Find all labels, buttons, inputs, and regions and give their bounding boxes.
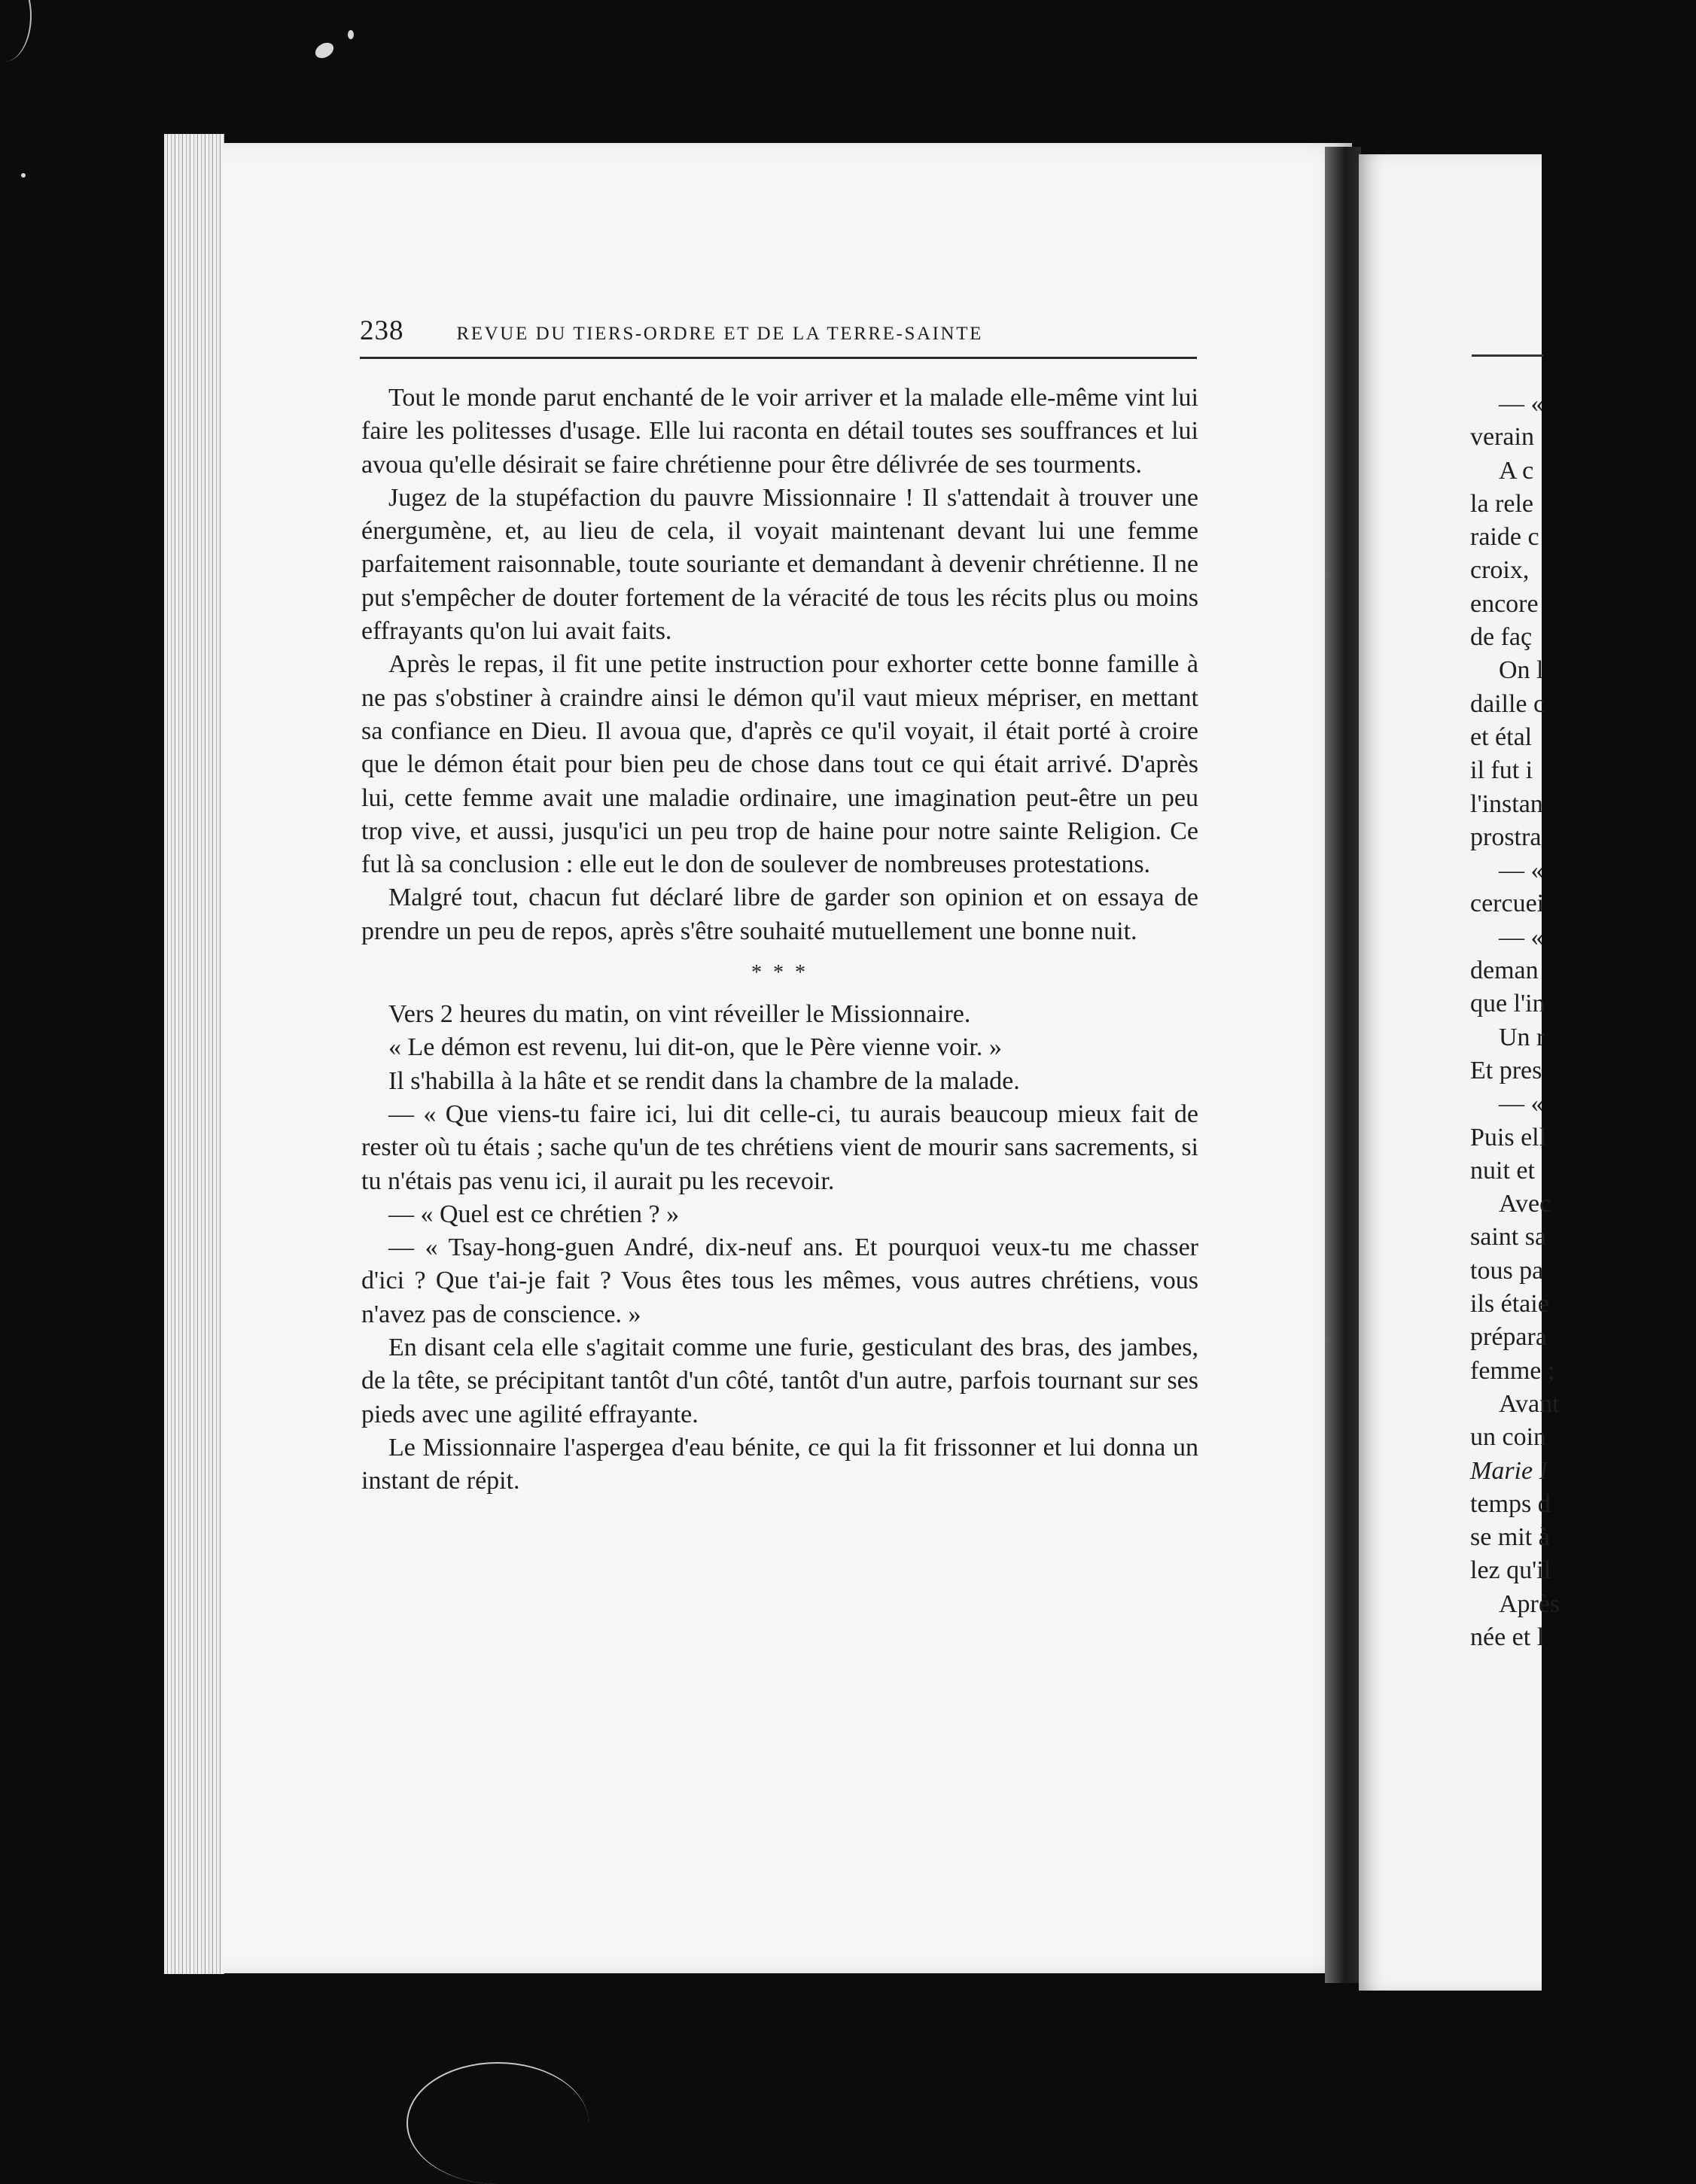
header-rule <box>360 357 1197 359</box>
right-page-line: prostra <box>1470 823 1542 851</box>
right-page-line: Marie I <box>1470 1456 1548 1485</box>
paragraph: « Le démon est revenu, lui dit-on, que le Père vienne voir. » <box>388 1033 1002 1062</box>
right-page-line: — « <box>1499 390 1544 418</box>
right-page-line: saint sa <box>1470 1223 1547 1252</box>
right-page-line: nuit et <box>1470 1156 1535 1185</box>
running-header <box>360 315 1197 347</box>
paragraph: — « Quel est ce chrétien ? » <box>388 1200 680 1228</box>
right-page-line: — « <box>1499 923 1544 951</box>
film-speck <box>21 173 26 178</box>
right-page-line: lez qu'il <box>1470 1556 1551 1585</box>
right-page-line: encore <box>1470 589 1539 618</box>
right-page-line: On l <box>1499 656 1544 685</box>
running-title: REVUE DU TIERS-ORDRE ET DE LA TERRE-SAINTE <box>456 324 983 344</box>
paragraph: Jugez de la stupéfaction du pauvre Missionnaire ! Il s'attendait à trouver une énergumène, et, au lieu de cela, il voyait maintenant devant lui une femme parfaitement raisonnable, toute souriante et demandant à devenir chrétienne. Il ne put s'empêcher de douter fortement de la véracité de tous les récits plus ou moins effrayants qu'on lui avait faits. <box>361 483 1198 646</box>
film-speck <box>348 30 354 39</box>
right-page-line: temps d <box>1470 1489 1551 1518</box>
paragraph: Tout le monde parut enchanté de le voir arriver et la malade elle-même vint lui faire les politesses d'usage. Elle lui raconta en détail toutes ses souffrances et lui avoua qu'elle désirait se faire chrétienne pour être délivrée de ses tourments. <box>361 384 1198 479</box>
film-scratch <box>0 0 32 62</box>
right-page-line: Avec <box>1499 1190 1551 1218</box>
right-page-line: — « <box>1499 856 1544 885</box>
right-page <box>1359 154 1561 1991</box>
right-page-line: Puis ell <box>1470 1123 1547 1151</box>
right-page-line: deman <box>1470 957 1539 985</box>
section-break: * * * <box>751 961 808 985</box>
paragraph: Après le repas, il fit une petite instruction pour exhorter cette bonne famille à ne pas s'obstiner à craindre ainsi le démon qu'il vaut mieux mépriser, en mettant sa confiance en Dieu. Il avoua que, d'après ce qu'il voyait, il était porté à croire que le démon était pour bien peu de chose dans tout ce qui était arrivé. D'après lui, cette femme avait une maladie ordinaire, une imagination peut-être un peu trop vive, et aussi, jusqu'ici un peu trop de haine pour notre sainte Religion. Ce fut là sa conclusion : elle eut le don de soulever de nombreuses protestations. <box>361 650 1198 879</box>
right-page-line: Et pres <box>1470 1056 1542 1084</box>
right-page-text <box>1470 388 1696 1654</box>
right-page-line: Un r <box>1499 1023 1545 1051</box>
right-page-line: que l'in <box>1470 990 1545 1018</box>
right-page-line: Après <box>1499 1589 1561 1618</box>
right-page-line: née et l <box>1470 1623 1545 1651</box>
paragraph: En disant cela elle s'agitait comme une furie, gesticulant des bras, des jambes, de la tête, se précipitant tantôt d'un côté, tantôt d'un autre, parfois tournant sur ses pieds avec une agilité effrayante. <box>361 1334 1198 1428</box>
paragraph: — « Tsay-hong-guen André, dix-neuf ans. Et pourquoi veux-tu me chasser d'ici ? Que t'ai-je fait ? Vous êtes tous les mêmes, vous autres chrétiens, vous n'avez pas de conscience. » <box>361 1233 1198 1328</box>
right-page-line: l'instan <box>1470 789 1543 818</box>
right-page-line: raide c <box>1470 523 1539 552</box>
page-edges <box>164 134 224 1974</box>
right-page-line: cercuei <box>1470 890 1545 918</box>
right-page-line: A c <box>1499 456 1534 485</box>
paragraph: Malgré tout, chacun fut déclaré libre de garder son opinion et on essaya de prendre un peu de repos, après s'être souhaité mutuellement une bonne nuit. <box>361 884 1198 945</box>
body-text <box>361 382 1198 1498</box>
right-page-line: verain <box>1470 423 1534 452</box>
right-page-line: croix, <box>1470 556 1530 585</box>
right-page-line: il fut i <box>1470 756 1533 785</box>
right-page-line: prépara <box>1470 1323 1547 1352</box>
right-page-line: un coin <box>1470 1423 1547 1452</box>
paragraph: Vers 2 heures du matin, on vint réveiller le Missionnaire. <box>388 1000 971 1029</box>
right-page-line: ils étaie <box>1470 1290 1549 1319</box>
right-page-line: et étal <box>1470 722 1533 751</box>
right-page-line: se mit à <box>1470 1523 1550 1552</box>
right-page-line: Avant <box>1499 1389 1560 1418</box>
right-page-line: tous pa <box>1470 1256 1544 1285</box>
right-page-line: femme ; <box>1470 1356 1555 1385</box>
right-header-rule <box>1472 354 1543 357</box>
right-page-line: de faç <box>1470 623 1533 652</box>
right-page-line: daille c <box>1470 689 1545 718</box>
paragraph: Le Missionnaire l'aspergea d'eau bénite, ce qui la fit frissonner et lui donna un instant de répit. <box>361 1433 1198 1495</box>
right-page-line: — « <box>1499 1090 1544 1118</box>
film-scratch <box>406 2062 589 2184</box>
film-speck <box>312 40 336 62</box>
paragraph: — « Que viens-tu faire ici, lui dit celle-ci, tu aurais beaucoup mieux fait de rester où tu étais ; sache qu'un de tes chrétiens vient de mourir sans sacrements, si tu n'étais pas venu ici, il aurait pu les recevoir. <box>361 1100 1198 1195</box>
right-page-line: la rele <box>1470 489 1533 518</box>
page-number: 238 <box>360 315 404 346</box>
paragraph: Il s'habilla à la hâte et se rendit dans la chambre de la malade. <box>388 1066 1020 1095</box>
book-gutter <box>1325 147 1361 1983</box>
